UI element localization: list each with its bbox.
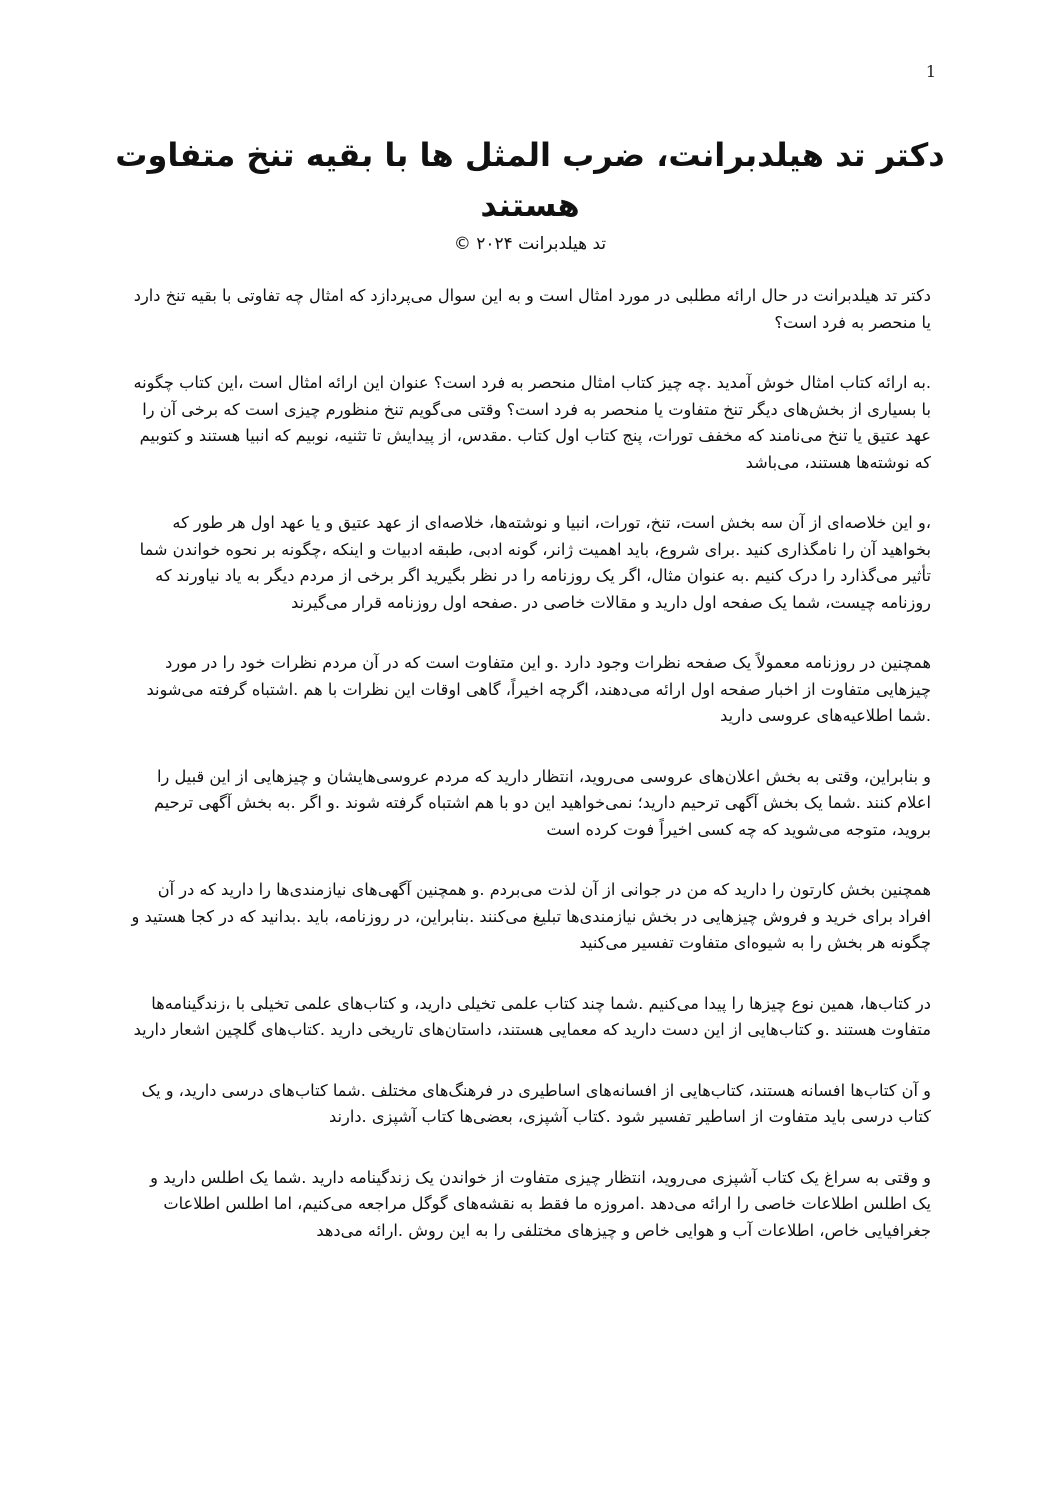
- paragraph-2: .به ارائه کتاب امثال خوش آمدید .چه چیز کتاب امثال منحصر به فرد است؟ عنوان این ارائه امثال است ،این کتاب چگونه با بسیاری از بخش‌های دیگر تنخ متفاوت یا منحصر به فرد است؟ وقتی می‌گویم تنخ منظورم چیزی است که برخی آن را عهد عتیق یا تنخ می‌نامند که مخفف تورات، پنج کتاب اول کتاب .مقدس، از پیدایش تا تثنیه، نوبیم که انبیا هستند و کتوبیم که نوشته‌ها هستند، می‌باشد: [133, 373, 931, 472]
- paragraph-7: در کتاب‌ها، همین نوع چیزها را پیدا می‌کنیم .شما چند کتاب علمی تخیلی دارید، و کتاب‌های علمی تخیلی با ،زندگینامه‌ها متفاوت هستند .و کتاب‌هایی از این دست دارید که معمایی هستند، داستان‌های تاریخی دارید .کتاب‌های گلچین اشعار دارید: [133, 993, 931, 1039]
- page-number: 1: [925, 62, 936, 81]
- paragraph-9: و وقتی به سراغ یک کتاب آشپزی می‌روید، انتظار چیزی متفاوت از خواندن یک زندگینامه دارید .شما یک اطلس دارید و یک اطلس اطلاعات خاصی را ارائه می‌دهد .امروزه ما فقط به نقشه‌های گوگل مراجعه می‌کنیم، اما اطلس اطلاعات جغرافیایی خاص، اطلاعات آب و هوایی خاص و چیزهای مختلفی را به این روش .ارائه می‌دهد: [150, 1167, 931, 1240]
- document-body: [127, 283, 931, 1278]
- paragraph-6: همچنین بخش کارتون را دارید که من در جوانی از آن لذت می‌بردم .و همچنین آگهی‌های نیازمندی‌ها را دارید که در آن افراد برای خرید و فروش چیزهایی در بخش نیازمندی‌ها تبلیغ می‌کنند .بنابراین، در روزنامه، باید .بدانید که در کجا هستید و چگونه هر بخش را به شیوه‌ای متفاوت تفسیر می‌کنید: [131, 880, 931, 952]
- document-title: دکتر تد هیلدبرانت، ضرب المثل ها با بقیه تنخ متفاوت هستند: [115, 136, 945, 224]
- paragraph-8: و آن کتاب‌ها افسانه هستند، کتاب‌هایی از افسانه‌های اساطیری در فرهنگ‌های مختلف .شما کتاب‌های درسی دارید، و یک کتاب درسی باید متفاوت از اساطیر تفسیر شود .کتاب آشپزی، بعضی‌ها کتاب آشپزی .دارند: [141, 1080, 931, 1126]
- paragraph-5: و بنابراین، وقتی به بخش اعلان‌های عروسی می‌روید، انتظار دارید که مردم عروسی‌هایشان و چیزهایی از این قبیل را اعلام کنند .شما یک بخش آگهی ترحیم دارید؛ نمی‌خواهید این دو با هم اشتباه گرفته شوند .و اگر .به بخش آگهی ترحیم بروید، متوجه می‌شوید که چه کسی اخیراً فوت کرده است: [153, 766, 931, 839]
- paragraph-3: ،و این خلاصه‌ای از آن سه بخش است، تنخ، تورات، انبیا و نوشته‌ها، خلاصه‌ای از عهد عتیق و یا عهد اول هر طور که بخواهید آن را نامگذاری کنید .برای شروع، باید اهمیت ژانر، گونه ادبی، طبقه ادبیات و اینکه ،چگونه بر نحوه خواندن شما تأثیر می‌گذارد را درک کنیم .به عنوان مثال، اگر یک روزنامه را در نظر بگیرید اگر برخی از مردم دیگر به یاد نیاورند که روزنامه چیست، شما یک صفحه اول دارید و مقالات خاصی در .صفحه اول روزنامه قرار می‌گیرند: [139, 513, 931, 612]
- copyright-line: تد هیلدبرانت ۲۰۲۴ ©: [453, 234, 607, 254]
- paragraph-4: همچنین در روزنامه معمولاً یک صفحه نظرات وجود دارد .و این متفاوت است که در آن مردم نظرات خود را در مورد چیزهایی متفاوت از اخبار صفحه اول ارائه می‌دهند، اگرچه اخیراً، گاهی اوقات این نظرات با هم .اشتباه گرفته می‌شوند .شما اطلاعیه‌های عروسی دارید: [146, 653, 931, 725]
- paragraph-1: دکتر تد هیلدبرانت در حال ارائه مطلبی در مورد امثال است و به این سوال می‌پردازد که امثال چه تفاوتی با بقیه تنخ دارد یا منحصر به فرد است؟: [133, 286, 931, 332]
